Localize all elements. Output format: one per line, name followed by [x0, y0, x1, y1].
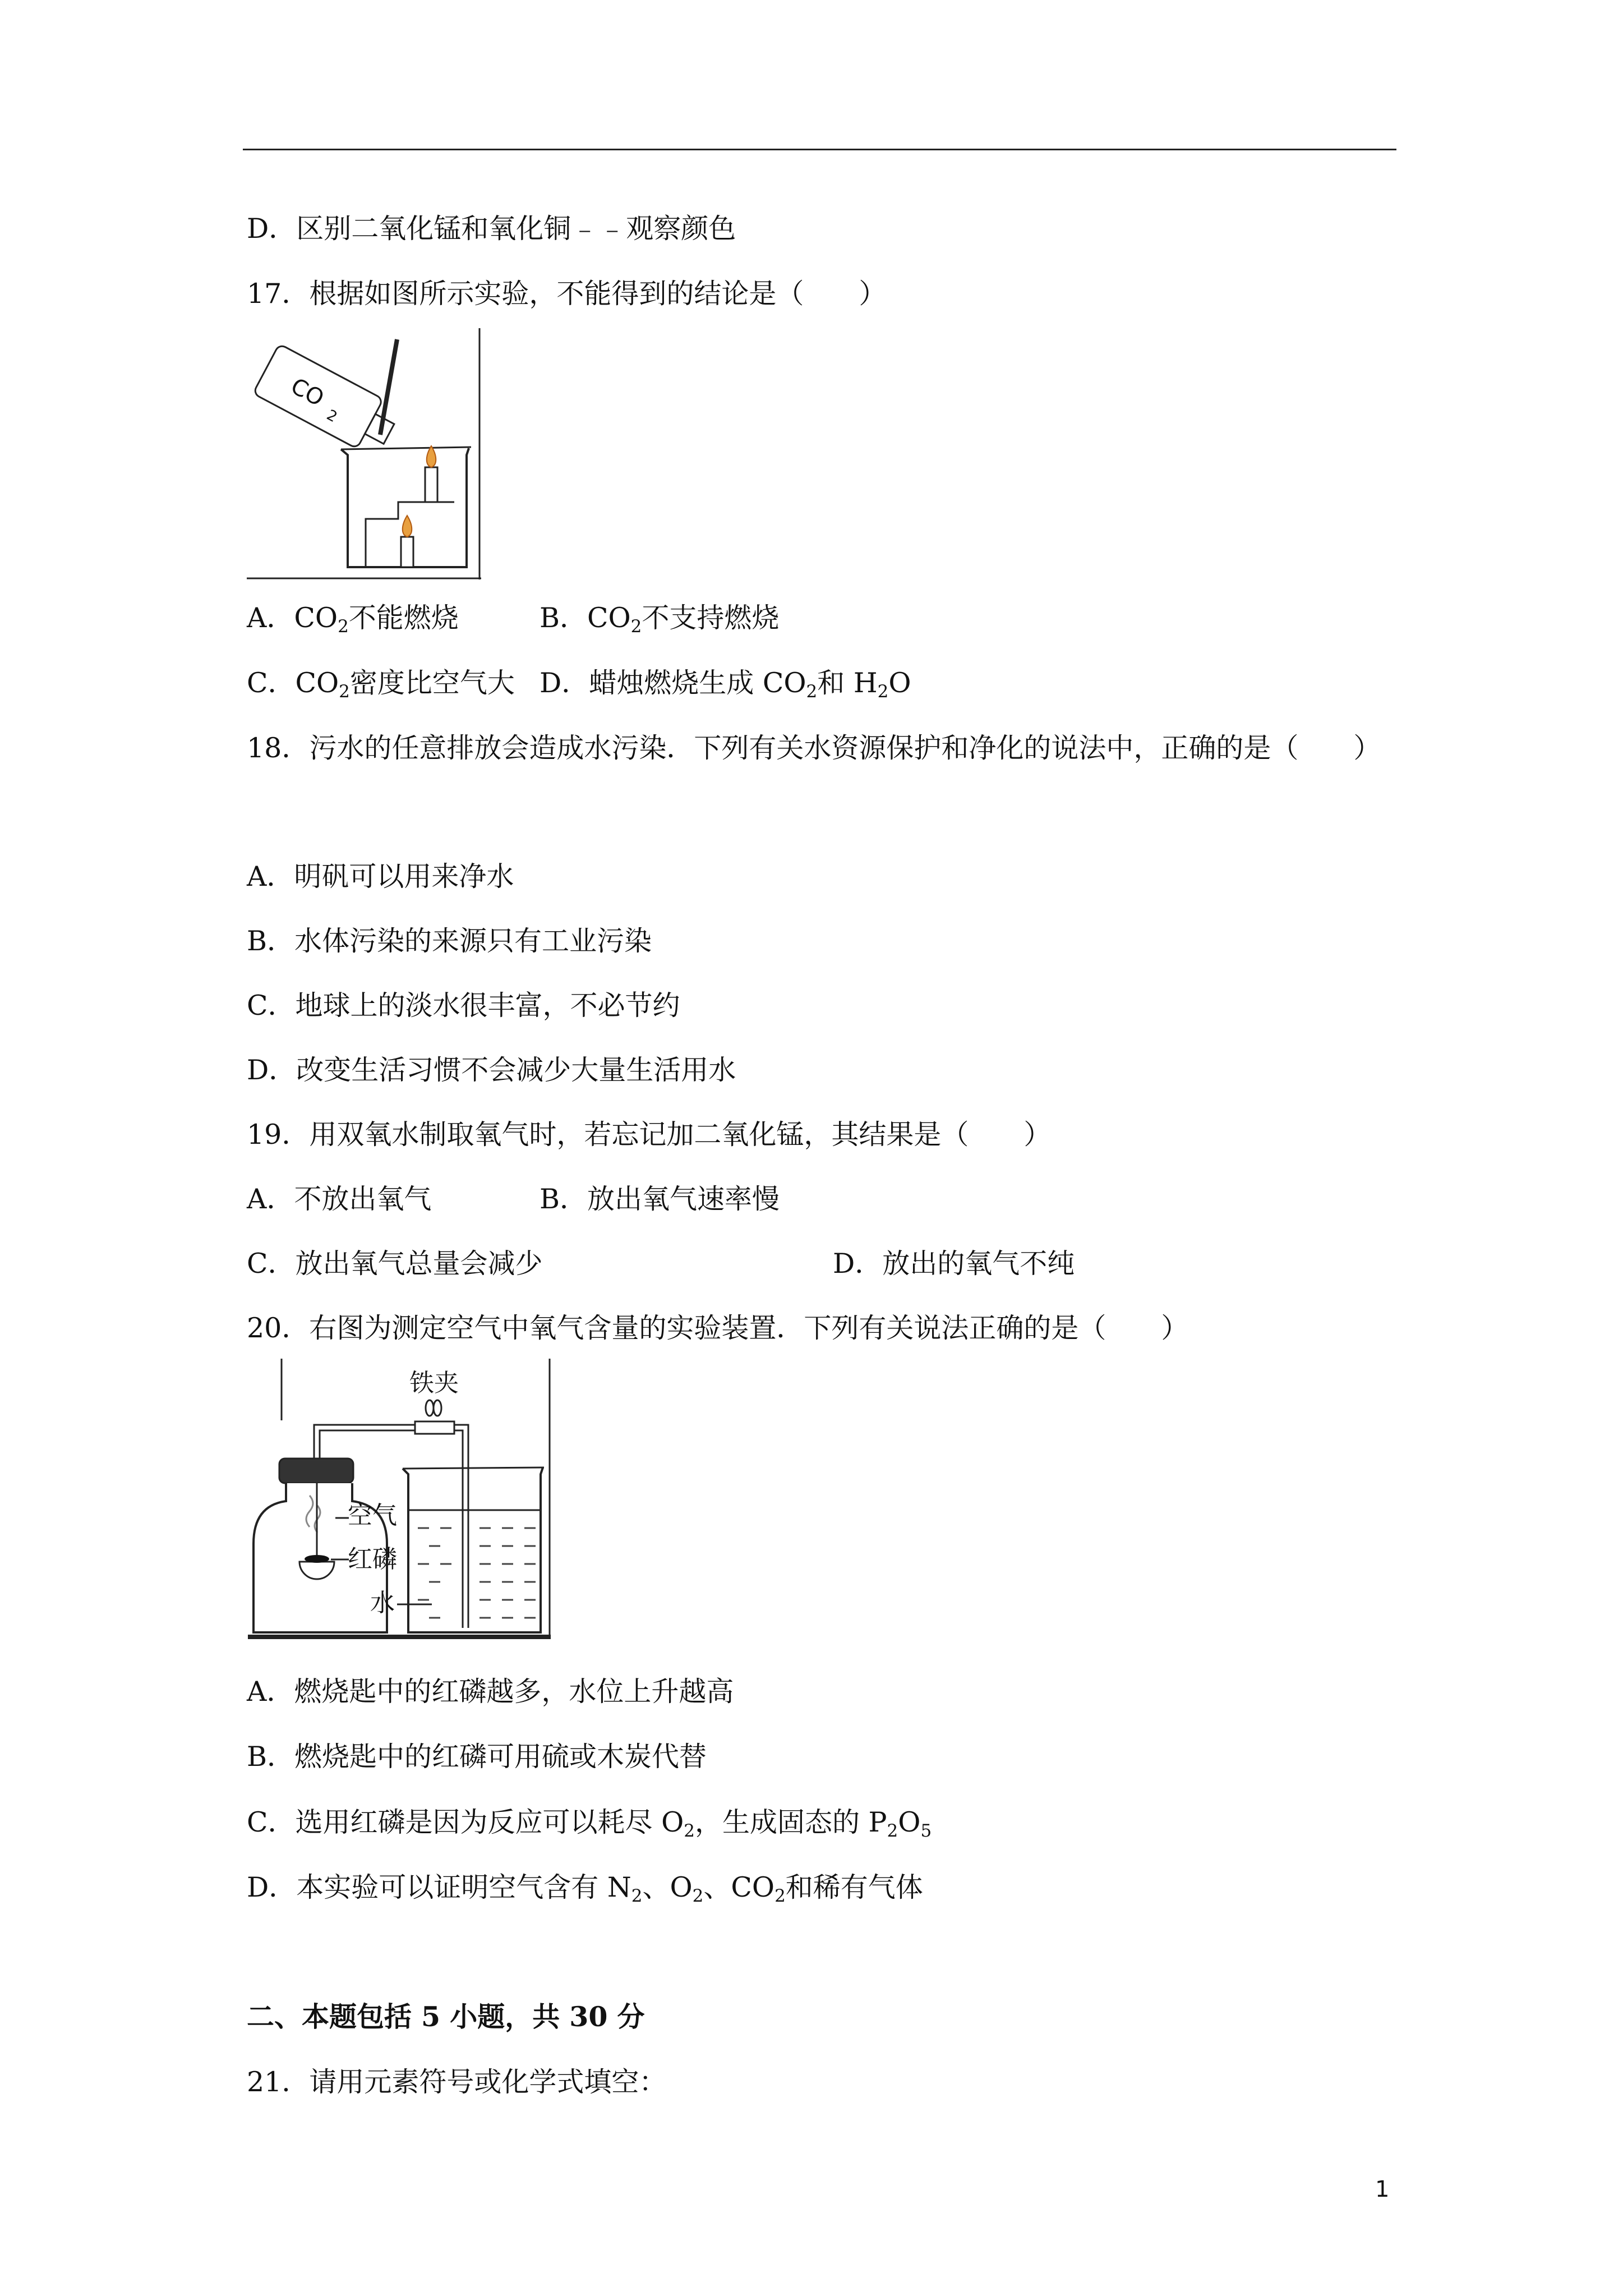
q18-option-d: D．改变生活习惯不会减少大量生活用水	[247, 1054, 736, 1086]
q20-phosphorus-label: 红磷	[348, 1545, 397, 1573]
q18-option-a: A．明矾可以用来净水	[247, 861, 514, 892]
q19-option-d: D．放出的氧气不纯	[833, 1248, 1075, 1280]
page-number: 1	[1375, 2177, 1390, 2202]
q20-figure-oxygen-apparatus	[247, 1359, 561, 1642]
q17-bottle-label-sub: 2	[324, 406, 340, 426]
q17-option-a: A．$CO_2$不能燃烧	[247, 602, 459, 637]
q16-option-d: D．区别二氧化锰和氧化铜﹣﹣观察颜色	[247, 213, 736, 245]
q17-figure-candles-co2	[247, 328, 482, 581]
q18-option-b: B．水体污染的来源只有工业污染	[247, 925, 652, 957]
q18-option-c: C．地球上的淡水很丰富，不必节约	[247, 990, 680, 1022]
q20-water-label: 水	[370, 1589, 395, 1617]
q17-bottle-label: CO	[286, 373, 328, 412]
q19-option-a: A．不放出氧气	[247, 1183, 432, 1215]
section2-heading: 二、本题包括 5 小题，共 30 分	[247, 2000, 645, 2033]
q19-option-b: B．放出氧气速率慢	[540, 1183, 780, 1215]
q20-stem: 20．右图为测定空气中氧气含量的实验装置．下列有关说法正确的是（ ）	[247, 1312, 1189, 1344]
q17-option-d: D．蜡烛燃烧生成 $CO_2$和 $H_2O$	[540, 667, 911, 702]
q20-option-b: B．燃烧匙中的红磷可用硫或木炭代替	[247, 1741, 707, 1773]
q20-option-d: D．本实验可以证明空气含有 $N_2$、$O_2$、$CO_2$和稀有气体	[247, 1871, 923, 1906]
q17-stem: 17．根据如图所示实验，不能得到的结论是（ ）	[247, 278, 887, 310]
q17-option-b: B．$CO_2$不支持燃烧	[540, 602, 780, 637]
q20-option-a: A．燃烧匙中的红磷越多，水位上升越高	[247, 1676, 734, 1708]
q20-air-label: 空气	[348, 1501, 397, 1530]
header-rule	[243, 149, 1396, 150]
q20-option-c: C．选用红磷是因为反应可以耗尽 $O_2$，生成固态的 $P_2O_5$	[247, 1806, 932, 1841]
q20-clamp-label: 铁夹	[409, 1369, 459, 1397]
q21-stem: 21．请用元素符号或化学式填空：	[247, 2066, 667, 2098]
q17-option-c: C．$CO_2$密度比空气大	[247, 667, 515, 702]
q19-option-c: C．放出氧气总量会减少	[247, 1248, 543, 1280]
q19-stem: 19．用双氧水制取氧气时，若忘记加二氧化锰，其结果是（ ）	[247, 1119, 1052, 1151]
q18-stem: 18．污水的任意排放会造成水污染．下列有关水资源保护和净化的说法中，正确的是（ ）	[247, 732, 1381, 764]
